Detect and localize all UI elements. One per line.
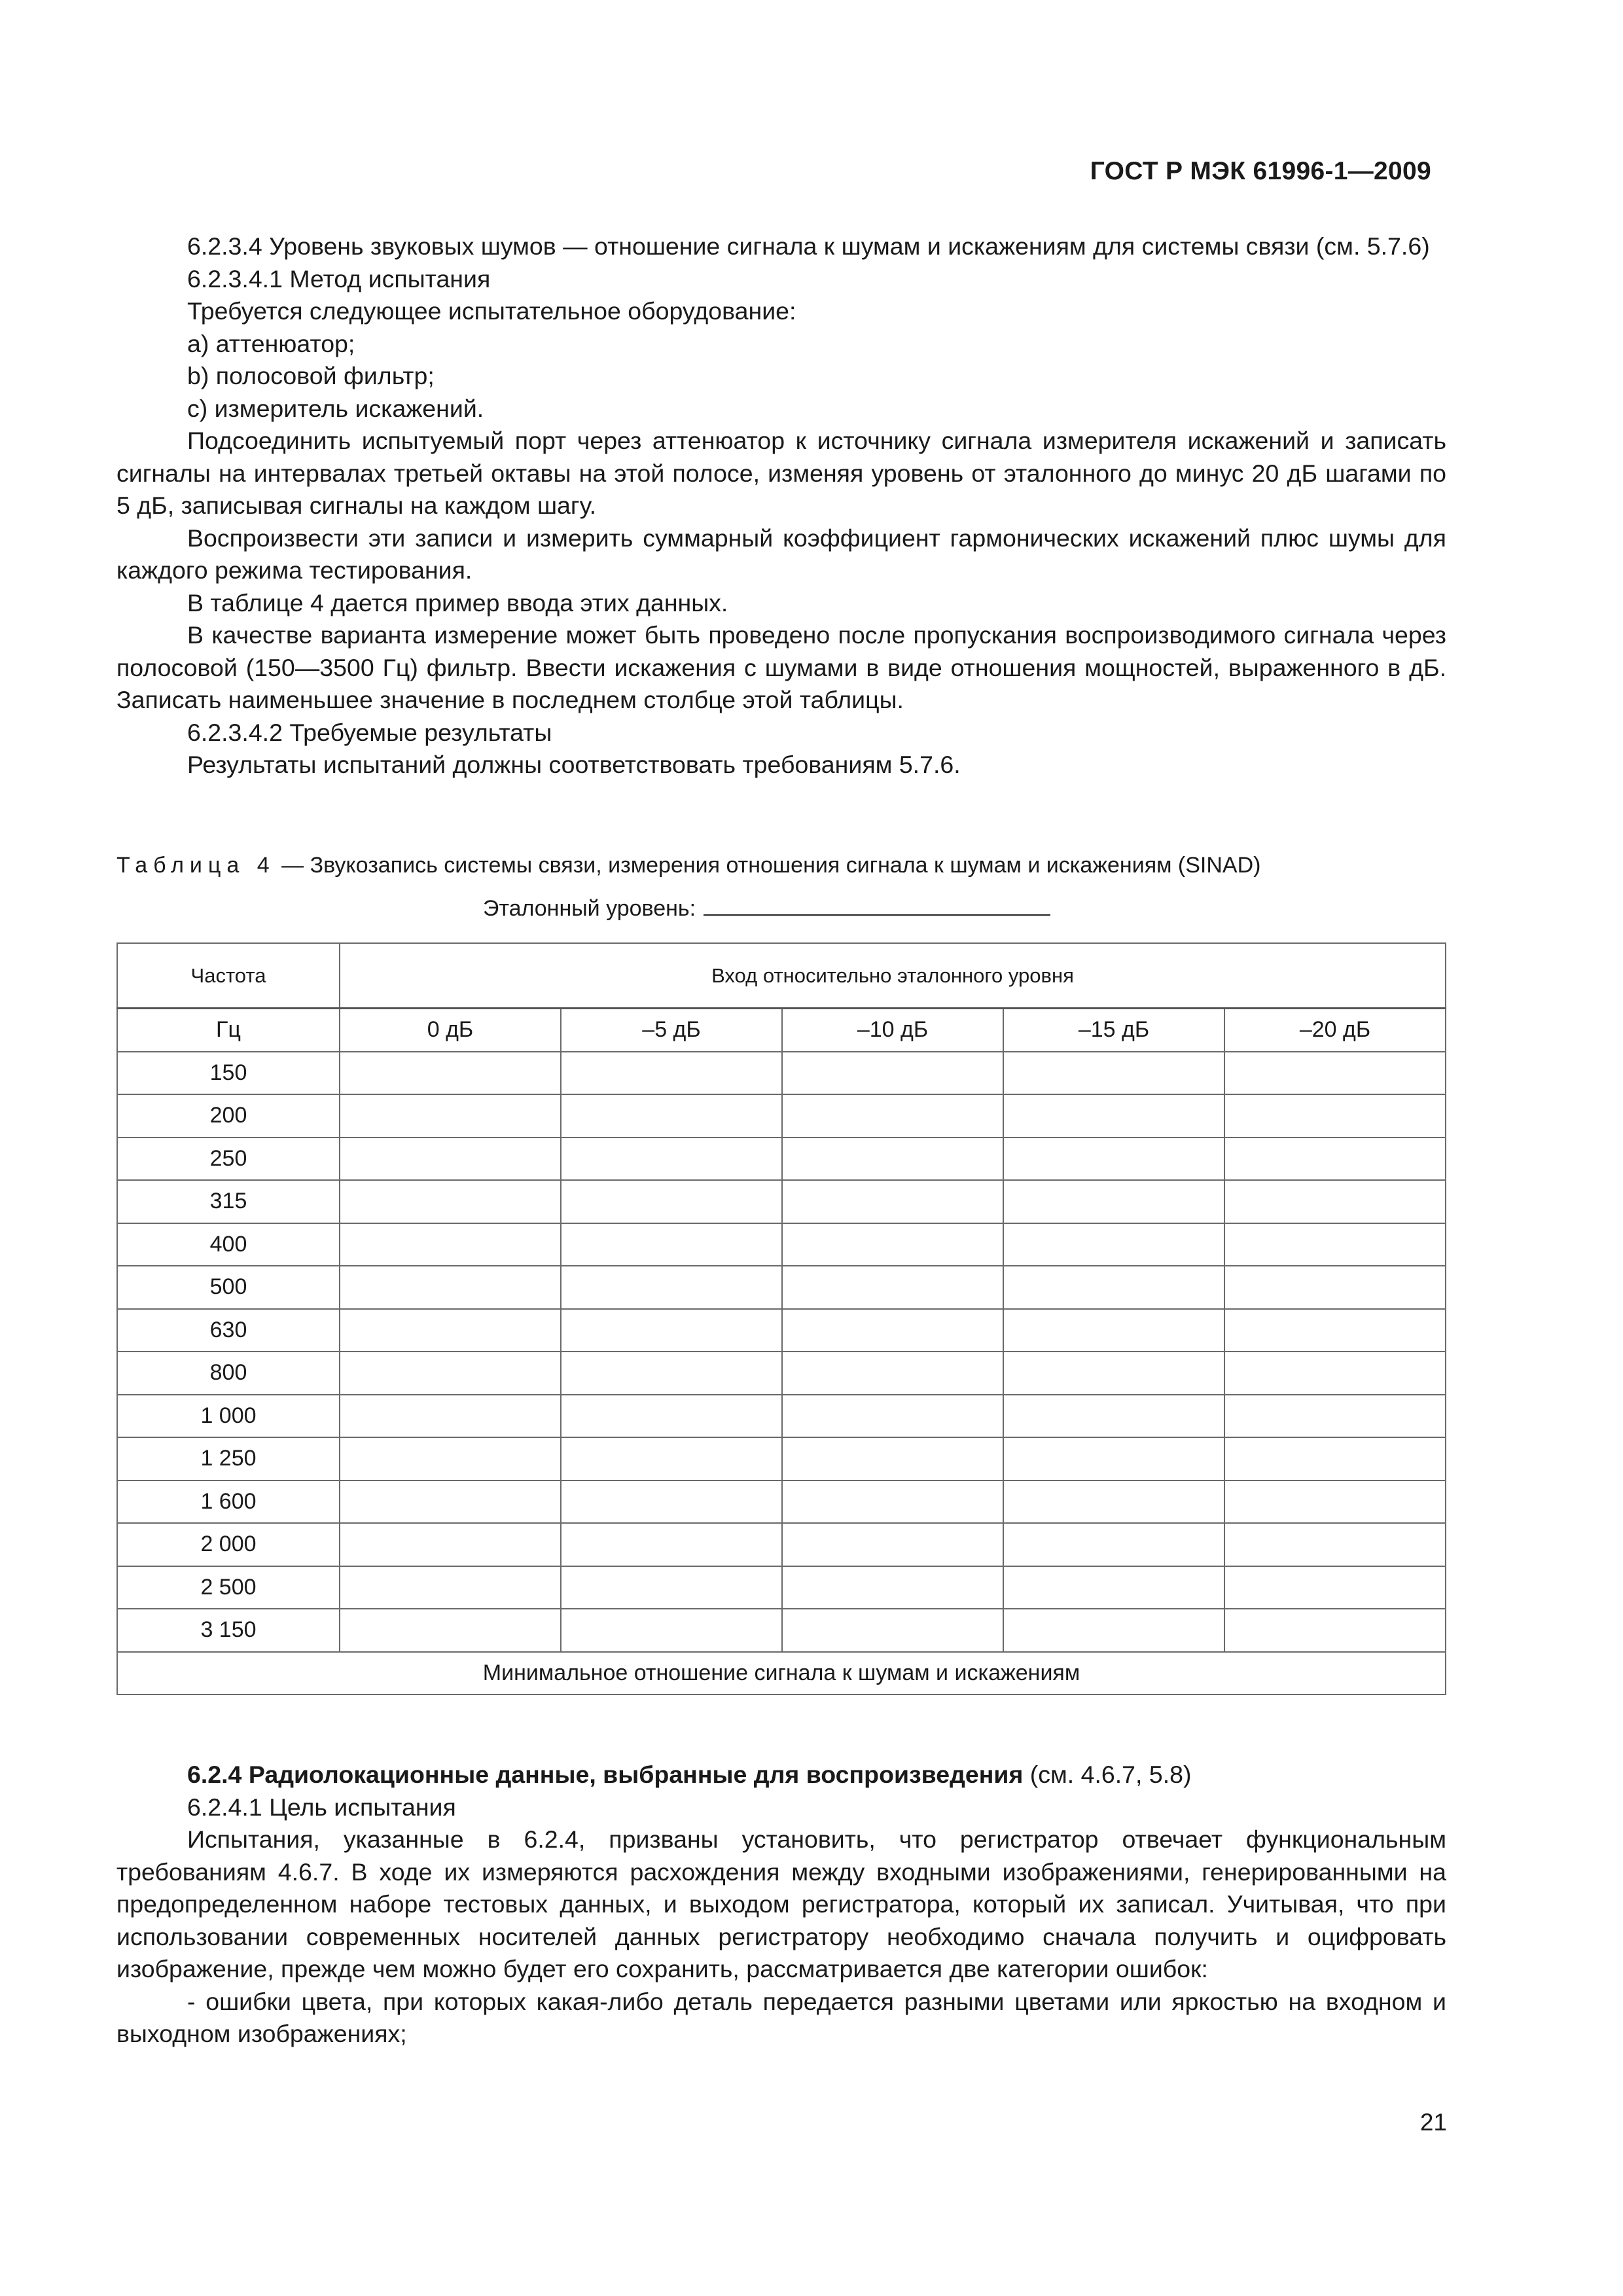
list-item-bandpass-filter: b) полосовой фильтр; (187, 362, 435, 389)
section-6-2-3-4-text (116, 230, 1446, 781)
table-row (117, 1566, 1446, 1609)
empty-value-cell (1003, 1609, 1224, 1652)
empty-value-cell (561, 1094, 782, 1138)
empty-value-cell (340, 1352, 561, 1395)
subheading-results: 6.2.3.4.2 Требуемые результаты (187, 718, 552, 746)
table-row (117, 1523, 1446, 1566)
frequency-cell: 800 (117, 1352, 340, 1395)
empty-value-cell (1003, 1395, 1224, 1438)
empty-value-cell (782, 1266, 1003, 1309)
empty-value-cell (782, 1138, 1003, 1181)
empty-value-cell (1003, 1523, 1224, 1566)
frequency-cell: 200 (117, 1094, 340, 1138)
empty-value-cell (340, 1523, 561, 1566)
page-number: 21 (1419, 2109, 1447, 2136)
table-row (117, 1609, 1446, 1652)
table-row (117, 1480, 1446, 1524)
frequency-cell: 150 (117, 1052, 340, 1095)
empty-value-cell (1003, 1138, 1224, 1181)
empty-value-cell (782, 1223, 1003, 1266)
frequency-cell: 1 000 (117, 1395, 340, 1438)
table-footer-row (117, 1652, 1446, 1695)
empty-value-cell (561, 1609, 782, 1652)
empty-value-cell (561, 1437, 782, 1480)
reference-level-blank (704, 895, 1050, 916)
sinad-table (116, 942, 1446, 1695)
empty-value-cell (782, 1309, 1003, 1352)
empty-value-cell (782, 1395, 1003, 1438)
minimum-sinad-label: Минимальное отношение сигнала к шумам и искажениям (117, 1652, 1446, 1695)
empty-value-cell (782, 1094, 1003, 1138)
empty-value-cell (1224, 1523, 1446, 1566)
empty-value-cell (1003, 1223, 1224, 1266)
subheading-purpose: 6.2.4.1 Цель испытания (187, 1793, 456, 1821)
empty-value-cell (782, 1609, 1003, 1652)
empty-value-cell (782, 1437, 1003, 1480)
table-row (117, 1266, 1446, 1309)
empty-value-cell (1224, 1094, 1446, 1138)
header-unit-hz: Гц (117, 1009, 340, 1052)
table-row (117, 1094, 1446, 1138)
header-level-0: 0 дБ (340, 1009, 561, 1052)
paragraph-heading: 6.2.3.4 Уровень звуковых шумов — отношение сигнала к шумам и искажениям для системы связи (см. 5.7.6) (187, 232, 1430, 260)
header-level-5: –5 дБ (561, 1009, 782, 1052)
paragraph-table-example: В таблице 4 дается пример ввода этих данных. (187, 588, 728, 617)
empty-value-cell (1003, 1437, 1224, 1480)
empty-value-cell (561, 1266, 782, 1309)
empty-value-cell (561, 1352, 782, 1395)
empty-value-cell (1003, 1266, 1224, 1309)
section-heading-ref: (см. 4.6.7, 5.8) (1023, 1761, 1192, 1788)
empty-value-cell (340, 1052, 561, 1095)
empty-value-cell (1224, 1138, 1446, 1181)
empty-value-cell (340, 1180, 561, 1223)
frequency-cell: 3 150 (117, 1609, 340, 1652)
empty-value-cell (1003, 1566, 1224, 1609)
section-heading (116, 1759, 1446, 1791)
empty-value-cell (561, 1523, 782, 1566)
table-row (117, 1223, 1446, 1266)
table-row (117, 1138, 1446, 1181)
empty-value-cell (561, 1566, 782, 1609)
table-header-row (117, 943, 1446, 1009)
empty-value-cell (782, 1523, 1003, 1566)
empty-value-cell (1003, 1052, 1224, 1095)
empty-value-cell (561, 1138, 782, 1181)
empty-value-cell (782, 1480, 1003, 1524)
empty-value-cell (561, 1480, 782, 1524)
section-heading-bold: 6.2.4 Радиолокационные данные, выбранные для воспроизведения (187, 1761, 1024, 1788)
table-row (117, 1309, 1446, 1352)
list-item-attenuator: a) аттенюатор; (187, 329, 355, 357)
empty-value-cell (340, 1309, 561, 1352)
empty-value-cell (1003, 1352, 1224, 1395)
subheading-method: 6.2.3.4.1 Метод испытания (187, 264, 491, 293)
empty-value-cell (340, 1266, 561, 1309)
empty-value-cell (1224, 1395, 1446, 1438)
empty-value-cell (1224, 1180, 1446, 1223)
table-row (117, 1395, 1446, 1438)
empty-value-cell (340, 1480, 561, 1524)
paragraph-results: Результаты испытаний должны соответствовать требованиям 5.7.6. (187, 751, 961, 778)
section-6-2-4-text (116, 1759, 1446, 2051)
table-row (117, 1052, 1446, 1095)
paragraph-connect: Подсоединить испытуемый порт через аттенюатор к источнику сигнала измерителя искажений и записать сигналы на интервалах третьей октавы на этой полосе, изменяя уровень от эталонного до минус 20 дБ шагами по 5 дБ, записывая сигналы на каждом шагу. (116, 427, 1446, 519)
empty-value-cell (561, 1180, 782, 1223)
frequency-cell: 2 000 (117, 1523, 340, 1566)
empty-value-cell (1224, 1437, 1446, 1480)
table-caption (116, 851, 1260, 880)
paragraph-purpose: Испытания, указанные в 6.2.4, призваны установить, что регистратор отвечает функциональным требованиям 4.6.7. В ходе их измеряются расхождения между входными изображениями, генерированными на предопределенном наборе тестовых данных, и выходом регистратора, который их записал. Учитывая, что при использовании современных носителей данных регистратору необходимо сначала получить и оцифровать изображение, прежде чем можно будет его сохранить, рассматривается две категории ошибок: (116, 1825, 1446, 1982)
empty-value-cell (1003, 1480, 1224, 1524)
empty-value-cell (561, 1395, 782, 1438)
table-row (117, 1352, 1446, 1395)
empty-value-cell (782, 1052, 1003, 1095)
empty-value-cell (561, 1309, 782, 1352)
header-level-10: –10 дБ (782, 1009, 1003, 1052)
empty-value-cell (1224, 1309, 1446, 1352)
empty-value-cell (1224, 1609, 1446, 1652)
empty-value-cell (340, 1395, 561, 1438)
list-item-distortion-meter: c) измеритель искажений. (187, 394, 484, 422)
frequency-cell: 1 600 (117, 1480, 340, 1524)
empty-value-cell (1224, 1052, 1446, 1095)
frequency-cell: 500 (117, 1266, 340, 1309)
empty-value-cell (340, 1609, 561, 1652)
empty-value-cell (1003, 1094, 1224, 1138)
frequency-cell: 630 (117, 1309, 340, 1352)
paragraph-equipment: Требуется следующее испытательное оборудование: (187, 297, 796, 325)
empty-value-cell (1224, 1352, 1446, 1395)
table-caption-text: — Звукозапись системы связи, измерения отношения сигнала к шумам и искажениям (SINAD) (275, 853, 1261, 878)
frequency-cell: 1 250 (117, 1437, 340, 1480)
table-caption-label: Таблица 4 (116, 853, 276, 878)
table-row (117, 1180, 1446, 1223)
frequency-cell: 400 (117, 1223, 340, 1266)
empty-value-cell (340, 1437, 561, 1480)
frequency-cell: 315 (117, 1180, 340, 1223)
table-row (117, 1437, 1446, 1480)
header-level-20: –20 дБ (1224, 1009, 1446, 1052)
document-id-header: ГОСТ Р МЭК 61996-1—2009 (1090, 157, 1431, 185)
empty-value-cell (340, 1223, 561, 1266)
frequency-cell: 250 (117, 1138, 340, 1181)
empty-value-cell (561, 1223, 782, 1266)
frequency-cell: 2 500 (117, 1566, 340, 1609)
empty-value-cell (340, 1566, 561, 1609)
empty-value-cell (782, 1566, 1003, 1609)
header-level-15: –15 дБ (1003, 1009, 1224, 1052)
paragraph-playback: Воспроизвести эти записи и измерить суммарный коэффициент гармонических искажений плюс шумы для каждого режима тестирования. (116, 524, 1446, 584)
empty-value-cell (1224, 1566, 1446, 1609)
empty-value-cell (1224, 1266, 1446, 1309)
empty-value-cell (340, 1094, 561, 1138)
paragraph-alternative: В качестве варианта измерение может быть проведено после пропускания воспроизводимого сигнала через полосовой (150—3500 Гц) фильтр. Ввести искажения с шумами в виде отношения мощностей, выраженного в дБ. Записать наименьшее значение в последнем столбце этой таблицы. (116, 621, 1446, 713)
table-units-row (117, 1009, 1446, 1052)
header-frequency: Частота (117, 943, 340, 1009)
empty-value-cell (782, 1352, 1003, 1395)
empty-value-cell (561, 1052, 782, 1095)
empty-value-cell (1003, 1180, 1224, 1223)
empty-value-cell (782, 1180, 1003, 1223)
list-item-color-errors: - ошибки цвета, при которых какая-либо деталь передается разными цветами или яркостью на входном и выходном изображениях; (116, 1987, 1446, 2047)
empty-value-cell (1224, 1223, 1446, 1266)
empty-value-cell (1224, 1480, 1446, 1524)
empty-value-cell (1003, 1309, 1224, 1352)
empty-value-cell (340, 1138, 561, 1181)
reference-level-line (483, 894, 1050, 923)
reference-level-label: Эталонный уровень: (483, 896, 696, 921)
header-input-level: Вход относительно эталонного уровня (340, 943, 1446, 1009)
